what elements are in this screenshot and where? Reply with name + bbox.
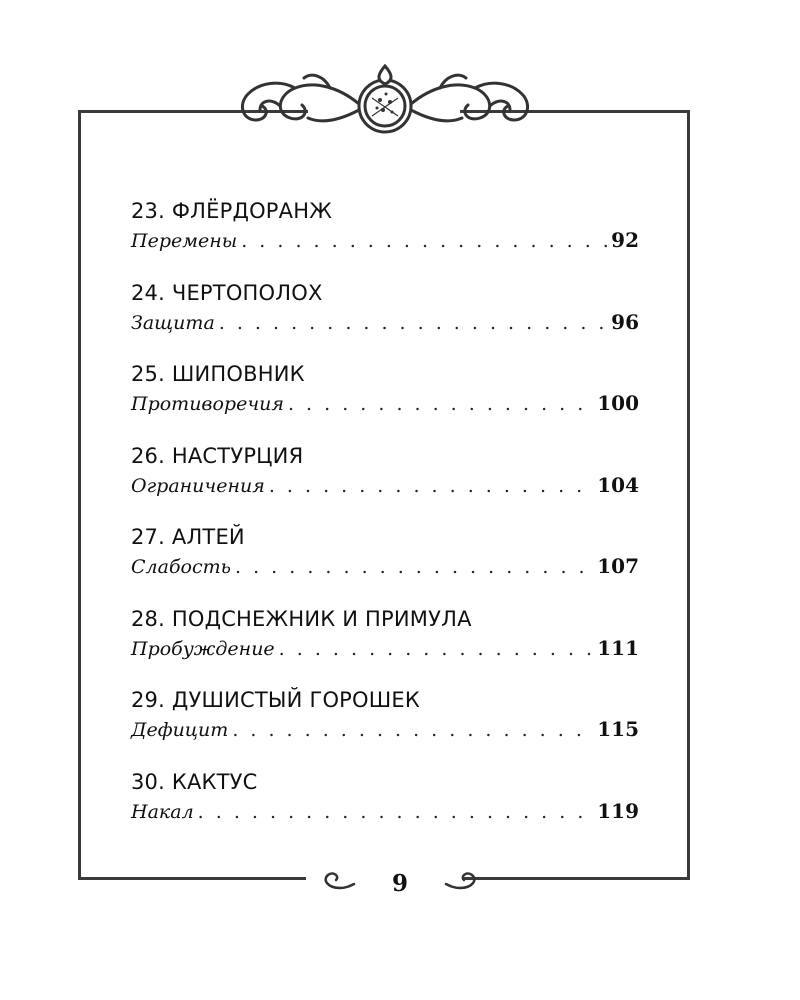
dot-leader [288,389,593,419]
toc-entry-title: 27. АЛТЕЙ [131,525,245,549]
toc-entry-title: 23. ФЛЁРДОРАНЖ [131,199,333,223]
toc-entry-subtitle: Накал [131,800,194,823]
frame-right-line [687,110,690,880]
toc-entry-subtitle: Дефицит [131,719,229,741]
toc-entry-title: 24. ЧЕРТОПОЛОХ [131,280,323,305]
toc-entry [131,768,639,850]
toc-entry-line [131,307,639,338]
toc-entry-line [131,388,639,419]
toc-entry-subtitle: Ограничения [131,474,265,497]
toc-entry-subtitle: Защита [131,311,215,334]
toc-entry-page: 107 [597,554,639,578]
toc-entry-title: 25. ШИПОВНИК [131,362,305,386]
toc-entry-line [131,225,639,256]
toc-entry-page: 115 [597,717,639,741]
toc-entry-line [131,714,639,745]
toc-entry-page: 92 [611,228,639,252]
table-of-contents [131,197,639,849]
toc-entry-title: 28. ПОДСНЕЖНИК И ПРИМУЛА [131,606,472,631]
dot-leader [241,226,607,256]
toc-entry-subtitle: Слабость [131,556,232,578]
toc-entry-page: 111 [597,635,639,660]
toc-entry-page: 119 [597,798,639,823]
toc-entry [131,686,639,768]
page-number: 9 [391,870,408,897]
dot-leader [198,797,594,827]
toc-entry-line [131,470,639,501]
dot-leader [279,634,594,664]
toc-entry [131,605,639,687]
toc-entry-page: 96 [611,309,639,334]
dot-leader [219,308,607,338]
dot-leader [232,715,593,745]
toc-entry-title: 29. ДУШИСТЫЙ ГОРОШЕК [131,688,421,712]
flourish-medallion-icon [220,58,560,138]
toc-entry [131,197,639,279]
toc-entry-title: 26. НАСТУРЦИЯ [131,443,304,468]
frame-left-line [78,110,81,880]
toc-entry [131,360,639,442]
toc-entry-subtitle: Перемены [131,230,238,252]
toc-entry-line [131,796,639,827]
toc-entry [131,279,639,361]
dot-leader [235,552,593,582]
toc-entry [131,523,639,605]
toc-entry-line [131,633,639,664]
toc-entry-page: 100 [597,391,639,415]
toc-entry-line [131,551,639,582]
dot-leader [269,471,593,501]
toc-entry-subtitle: Пробуждение [131,637,275,660]
toc-entry-subtitle: Противоречия [131,393,284,415]
toc-entry [131,442,639,524]
toc-entry-page: 104 [597,472,639,497]
toc-entry-title: 30. КАКТУС [131,769,258,794]
